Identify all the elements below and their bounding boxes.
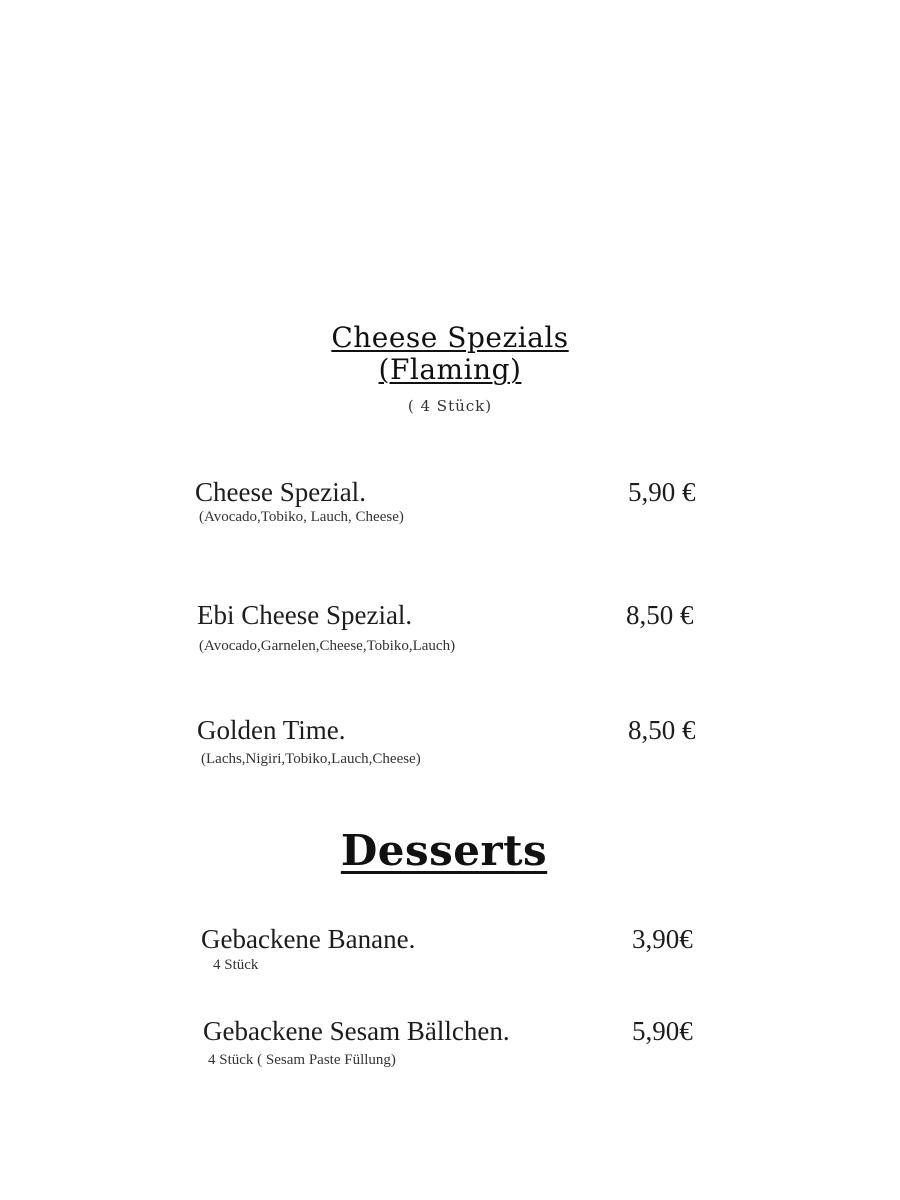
menu-item-description: (Avocado,Garnelen,Cheese,Tobiko,Lauch)	[199, 638, 456, 654]
menu-item-name: Golden Time.	[197, 715, 346, 745]
menu-item-description: 4 Stück	[213, 957, 259, 973]
menu-item-description: (Lachs,Nigiri,Tobiko,Lauch,Cheese)	[201, 751, 421, 767]
menu-item-name: Cheese Spezial.	[195, 477, 366, 507]
menu-item-price: 8,50 €	[626, 600, 694, 630]
menu-item-name: Gebackene Sesam Bällchen.	[203, 1016, 510, 1046]
menu-item-name: Gebackene Banane.	[201, 924, 416, 954]
desserts-title: Desserts	[340, 826, 548, 875]
menu-item-price: 5,90 €	[628, 477, 696, 507]
cheese-spezials-title-line2: (Flaming)	[378, 353, 522, 386]
menu-item-price: 3,90€	[632, 924, 693, 954]
menu-item-description: 4 Stück ( Sesam Paste Füllung)	[208, 1052, 396, 1068]
desserts-heading	[0, 826, 900, 876]
cheese-spezials-subtitle: ( 4 Stück)	[407, 397, 493, 415]
cheese-spezials-heading	[0, 322, 900, 386]
menu-item-description: (Avocado,Tobiko, Lauch, Cheese)	[199, 509, 404, 525]
cheese-spezials-title-line1: Cheese Spezials	[331, 321, 569, 354]
menu-item-price: 5,90€	[632, 1016, 693, 1046]
menu-item-name: Ebi Cheese Spezial.	[197, 600, 413, 630]
menu-item-price: 8,50 €	[628, 715, 696, 745]
